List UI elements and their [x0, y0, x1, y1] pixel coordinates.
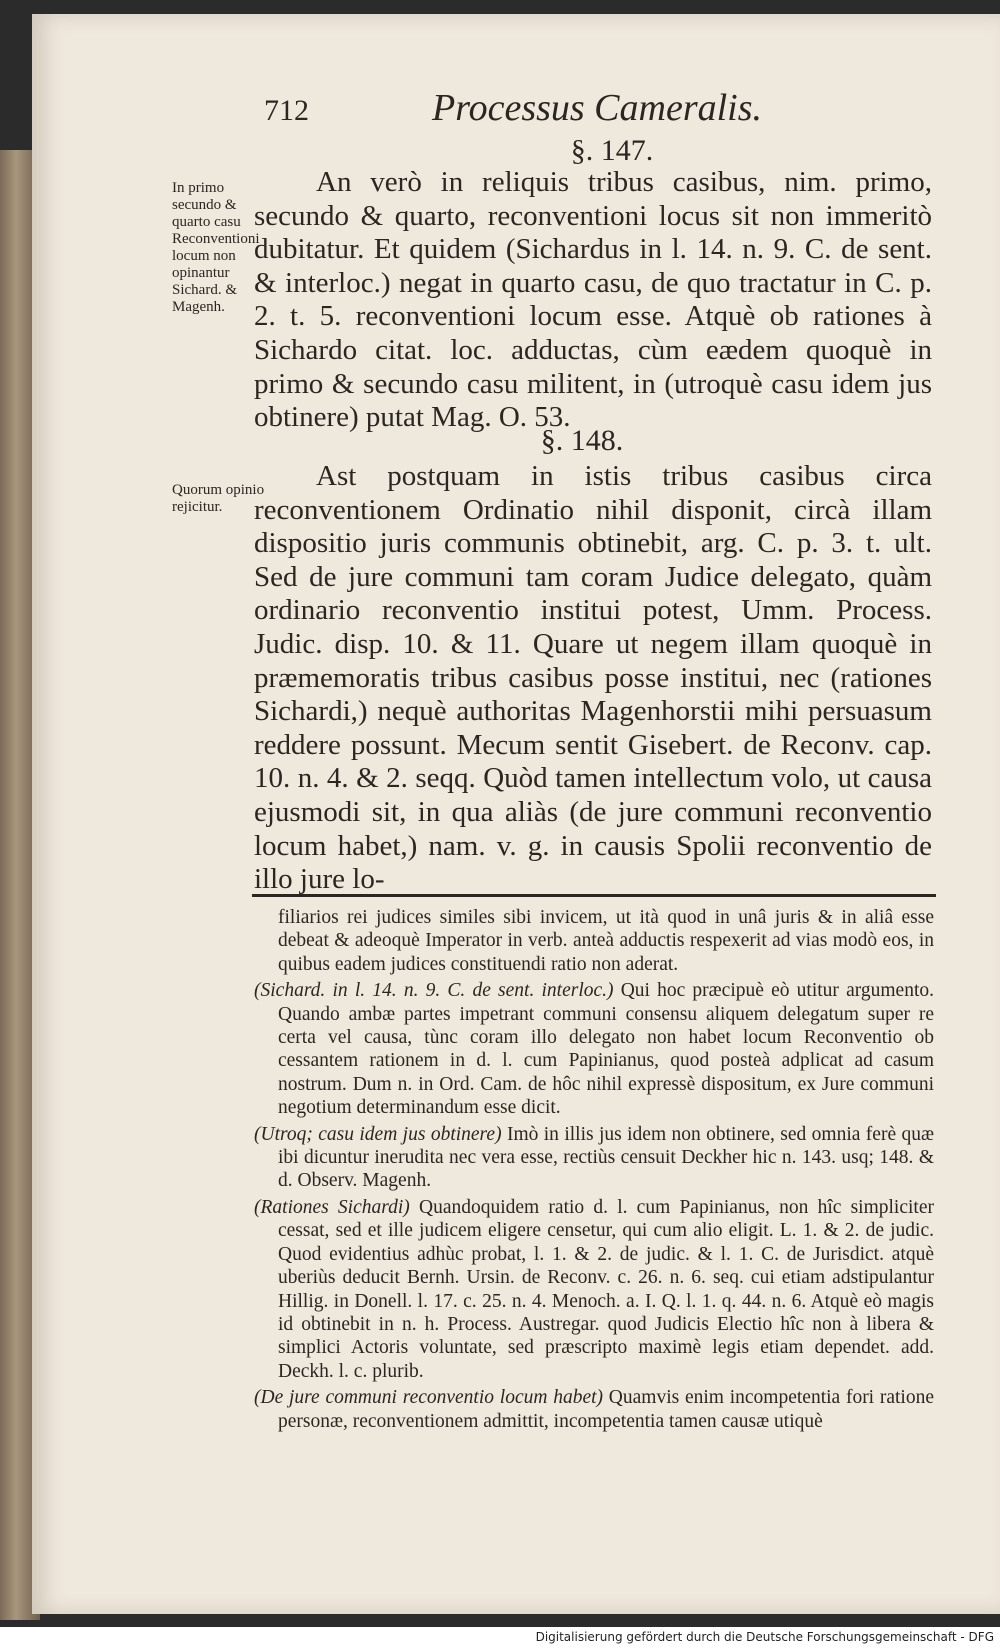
footnote-3 [254, 1196, 934, 1383]
footnote-2-lemma: (Utroq; casu idem jus obtinere) [254, 1123, 502, 1145]
footnote-separator [252, 894, 936, 897]
footnote-2 [254, 1123, 934, 1193]
footer-credit: Digitalisierung gefördert durch die Deutsche Forschungsgemeinschaft - DFG [535, 1630, 994, 1644]
footnote-4-text: Quamvis enim incompetentia fori ratione personæ, reconventionem admittit, incompetentia tamen causæ utiquè [278, 1387, 935, 1432]
section-heading-147: §. 147. [570, 134, 654, 167]
page-number: 712 [264, 94, 309, 127]
footnote-3-text: Quandoquidem ratio d. l. cum Papinianus, non hîc simpliciter cessat, sed et ille judicem eligere censetur, qui cum alio eligit. L. 1. & 2. de judic. Quod evidentius adhùc probat, l. 1. & 2. de judic. & l. 1. C. de Jurisdict. atquè uberiùs deducit Bernh. Ursin. de Reconv. c. 26. n. 6. seq. cui etiam adstipulantur Hillig. in Donell. l. 17. c. 25. n. 4. Menoch. a. I. Q. l. 1. q. 44. n. 6. Atquè eò magis id obtinebit in n. h. Process. Austregar. quod Judicis Electio hîc non à libera & simplici Actoris voluntate, sed præscripto maximè legis etiam dependet. add. Deckh. l. c. plurib. [278, 1196, 934, 1382]
margin-note-147: In primo secundo & quarto casu Reconventioni locum non opinantur Sichard. & Magenh. [172, 180, 260, 315]
running-head [32, 86, 1000, 136]
footnotes [254, 906, 934, 1436]
paragraph-147: An verò in reliquis tribus casibus, nim. primo, secundo & quarto, reconventioni locus sit non immeritò dubitatur. Et quidem (Sichardus in l. 14. n. 9. C. de sent. & interloc.) negat in quarto casu, de quo tractatur in C. p. 2. t. 5. reconventioni locum esse. Atquè ob rationes à Sichardo citat. loc. adductas, cùm eædem quoquè in primo & secundo casu militent, in (utroquè casu idem jus obtinere) putat Mag. O. 53. [254, 166, 932, 434]
book-page [32, 14, 1000, 1614]
section-heading-148: §. 148. [540, 424, 624, 457]
page-title: Processus Cameralis. [432, 87, 763, 129]
margin-note-148: Quorum opinio rejicitur. [172, 482, 265, 515]
footnote-2-text: Imò in illis jus idem non obtinere, sed omnia ferè quæ ibi dicuntur inerudita nec vera esse, rectiùs censuit Deckher hic n. 143. usq; 148. & d. Observ. Magenh. [278, 1123, 935, 1192]
footnote-1-lemma: (Sichard. in l. 14. n. 9. C. de sent. interloc.) [254, 980, 614, 1002]
paragraph-148: Ast postquam in istis tribus casibus circa reconventionem Ordinatio nihil disponit, circà illam dispositio juris communis obtinebit, arg. C. p. 3. t. ult. Sed de jure communi tam coram Judice delegato, quàm ordinario reconventio institui potest, Umm. Process. Judic. disp. 10. & 11. Quare ut negem illam quoquè in præmemoratis tribus casibus posse institui, nec (rationes Sichardi,) nequè authoritas Magenhorstii mihi persuasum reddere possunt. Mecum sentit Gisebert. de Reconv. cap. 10. n. 4. & 2. seqq. Quòd tamen intellectum volo, ut causa ejusmodi sit, in qua aliàs (de jure communi reconventio locum habet,) nam. v. g. in causis Spolii reconventio de illo jure lo- [254, 460, 932, 896]
footnote-4-lemma: (De jure communi reconventio locum habet) [254, 1387, 604, 1409]
footer-bar [0, 1627, 1000, 1649]
footnote-1 [254, 979, 934, 1119]
footnote-1-text: Qui hoc præcipuè eò utitur argumento. Quando ambæ partes impetrant communi consensu aliquem delegatum super re certa vel causa, tùnc coram illo delegato non habet locum Reconventio ob cessantem rationem in d. l. cum Papinianus, quod posteà adplicat ad casum nostrum. Dum n. in Ord. Cam. de hôc nihil expressè dispositum, ex Jure communi negotium determinandum esse dicit. [278, 980, 934, 1119]
footnote-3-lemma: (Rationes Sichardi) [254, 1196, 410, 1218]
footnote-continuation: filiarios rei judices similes sibi invicem, ut ità quod in unâ juris & in aliâ esse debeat & adeoquè Imperator in verb. anteà adductis respexerit ad vias modò eos, in quibus eadem judices constituendi ratio non aderat. [278, 907, 934, 975]
footnote-4 [254, 1386, 934, 1433]
